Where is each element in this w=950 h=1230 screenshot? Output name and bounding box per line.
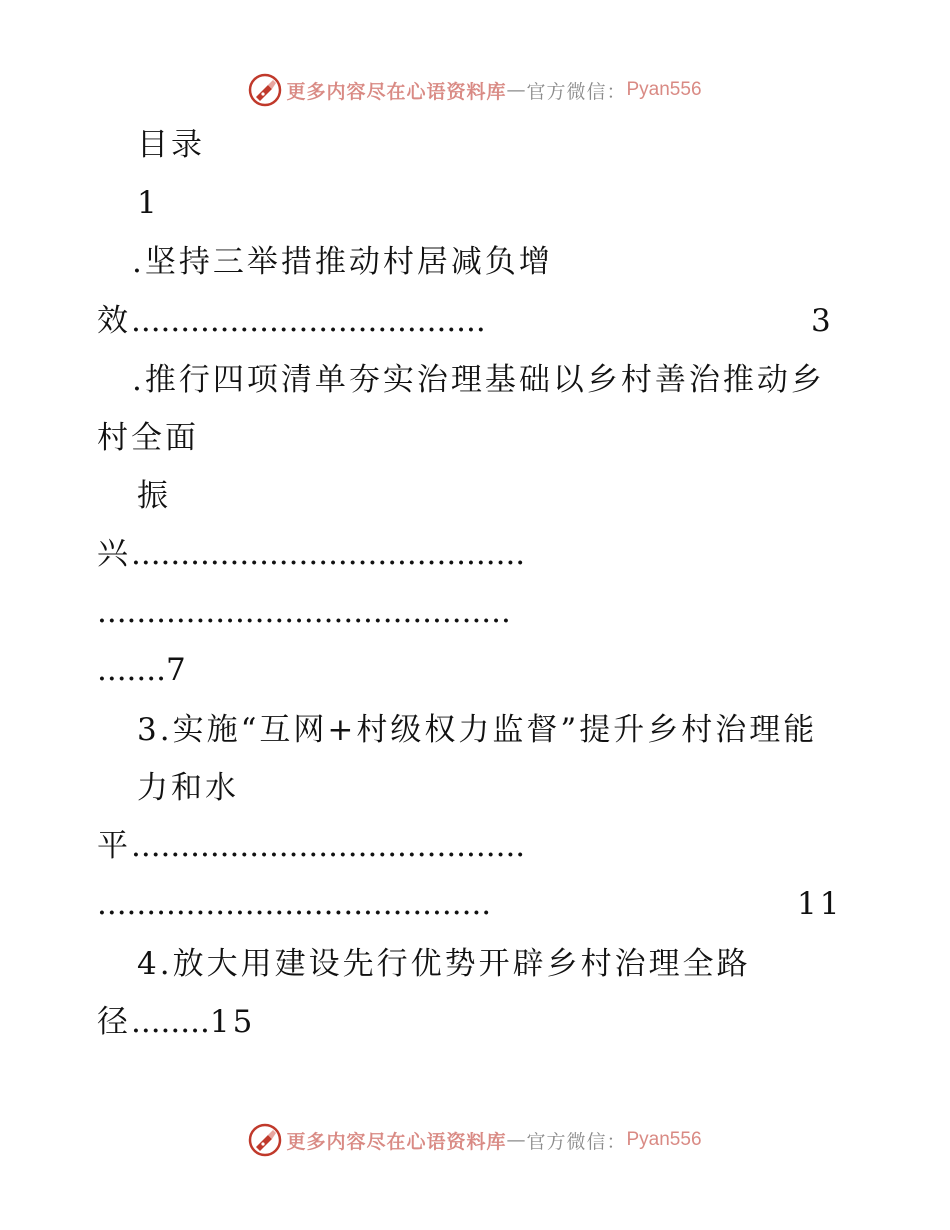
toc-number-1: 1 (137, 185, 160, 221)
toc-item-3-page: 11 (797, 886, 843, 922)
toc-item-2-line-5 (97, 592, 842, 632)
toc-item-3-text: 平 (97, 828, 131, 864)
toc-item-1-page: 3 (811, 303, 834, 339)
banner-dash: — (506, 79, 527, 101)
toc-item-3-line-4 (97, 884, 842, 924)
banner-wechat-label: 官方微信： (526, 80, 627, 103)
toc-item-1-line-1: .坚持三举措推动村居减负增 (132, 244, 553, 280)
banner-dash: — (506, 1129, 527, 1151)
toc-item-4-page: 15 (209, 1004, 256, 1040)
toc-item-2-line-6 (97, 650, 189, 690)
toc-item-4-leader-dots: ........ (131, 1004, 210, 1040)
toc-item-2-leader-dots-a: ........................................ (131, 536, 526, 572)
banner-wechat-id: Pyan556 (626, 1129, 702, 1150)
toc-item-3-line-2: 力和水 (137, 770, 239, 806)
toc-item-2-leader-dots-c: ....... (97, 652, 166, 688)
toc-item-1-leader-dots: .................................... (131, 303, 486, 339)
pen-nib-logo-icon (248, 73, 282, 107)
banner-main-text: 更多内容尽在心语资料库 (286, 1130, 507, 1153)
toc-item-3-leader-dots-a: ........................................ (131, 828, 526, 864)
toc-item-2-line-3: 振 (137, 478, 171, 514)
toc-item-3-line-1: 3.实施“互网+村级权力监督”提升乡村治理能 (137, 712, 818, 748)
banner-wechat-label: 官方微信： (526, 1130, 627, 1153)
toc-item-2-line-4 (97, 534, 843, 574)
toc-item-4-line-2 (97, 1002, 255, 1042)
header-watermark-banner (0, 70, 950, 110)
toc-item-1-line-2 (97, 301, 834, 341)
toc-item-4-text: 径 (97, 1004, 131, 1040)
toc-item-4-line-1: 4.放大用建设先行优势开辟乡村治理全路 (137, 946, 751, 982)
toc-item-2-line-2: 村全面 (97, 420, 199, 456)
footer-watermark-banner (0, 1120, 950, 1160)
toc-item-3-line-3 (97, 826, 843, 866)
toc-title: 目录 (137, 127, 205, 163)
toc-item-2-leader-dots-b: .......................................... (97, 594, 511, 630)
toc-item-2-page: 7 (165, 652, 189, 688)
toc-item-3-leader-dots-b: ........................................ (97, 886, 492, 922)
toc-item-2-text: 兴 (97, 536, 131, 572)
toc-item-1-text: 效 (97, 303, 131, 339)
toc-item-2-line-1: .推行四项清单夯实治理基础以乡村善治推动乡 (132, 362, 825, 398)
banner-main-text: 更多内容尽在心语资料库 (286, 80, 507, 103)
pen-nib-logo-icon (248, 1123, 282, 1157)
banner-wechat-id: Pyan556 (626, 79, 702, 100)
